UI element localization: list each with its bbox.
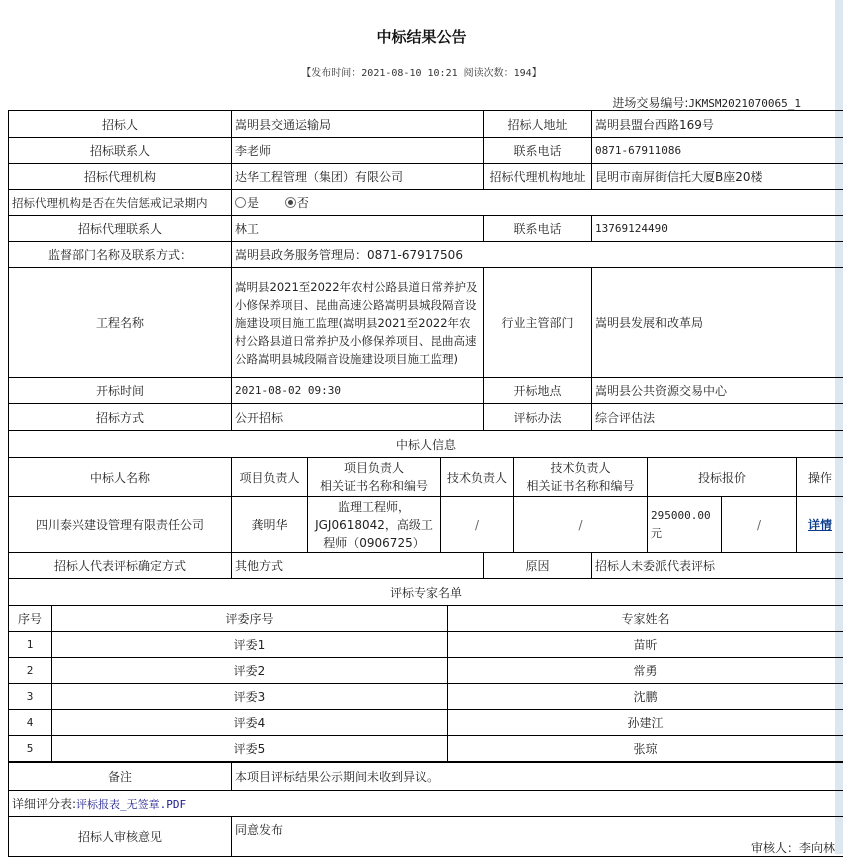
detail-score-row xyxy=(9,791,843,817)
experts-section-title: 评标专家名单 xyxy=(9,579,843,606)
open-place-label: 开标地点 xyxy=(484,378,592,404)
contact-label: 招标联系人 xyxy=(9,138,232,164)
dishonest-label: 招标代理机构是否在失信惩戒记录期内 xyxy=(9,190,232,216)
open-time-label: 开标时间 xyxy=(9,378,232,404)
supervisor-label: 监督部门名称及联系方式： xyxy=(9,242,232,268)
radio-no[interactable] xyxy=(285,197,296,208)
expert-name: 常勇 xyxy=(448,658,843,684)
expert-name: 苗昕 xyxy=(448,632,843,658)
winner-price: 295000.00元 xyxy=(648,497,722,553)
expert-no: 5 xyxy=(9,736,52,762)
winner-detail-cell xyxy=(797,497,843,553)
expert-seq: 评委2 xyxy=(52,658,448,684)
header-tech-cert-line2: 相关证书名称和编号 xyxy=(517,477,644,495)
header-pm-cert-line1: 项目负责人 xyxy=(311,459,437,477)
industry-dept-value: 嵩明县发展和改革局 xyxy=(592,268,843,378)
header-pm: 项目负责人 xyxy=(232,458,308,497)
header-tech-cert-line1: 技术负责人 xyxy=(517,459,644,477)
expert-seq: 评委4 xyxy=(52,710,448,736)
winner-price-extra: / xyxy=(722,497,797,553)
winner-section-title: 中标人信息 xyxy=(9,431,843,458)
dishonest-options xyxy=(232,190,843,216)
expert-name: 张琼 xyxy=(448,736,843,762)
supervisor-value: 嵩明县政务服务管理局：0871-67917506 xyxy=(232,242,843,268)
trade-code-value: JKMSM2021070065_1 xyxy=(688,97,801,110)
header-expert-name: 专家姓名 xyxy=(448,606,843,632)
header-winner-name: 中标人名称 xyxy=(9,458,232,497)
method-label: 招标方式 xyxy=(9,404,232,431)
contact-value: 李老师 xyxy=(232,138,484,164)
expert-seq: 评委1 xyxy=(52,632,448,658)
radio-yes[interactable] xyxy=(235,197,246,208)
rep-method-value: 其他方式 xyxy=(232,553,484,579)
phone2-value: 13769124490 xyxy=(592,216,843,242)
review-cell xyxy=(232,817,843,857)
reason-value: 招标人未委派代表评标 xyxy=(592,553,843,579)
header-op: 操作 xyxy=(797,458,843,497)
table-row xyxy=(9,684,843,710)
winner-pm: 龚明华 xyxy=(232,497,308,553)
rep-method-label: 招标人代表评标确定方式 xyxy=(9,553,232,579)
phone2-label: 联系电话 xyxy=(484,216,592,242)
header-pm-cert-line2: 相关证书名称和编号 xyxy=(311,477,437,495)
remark-value: 本项目评标结果公示期间未收到异议。 xyxy=(232,763,843,791)
header-tech-cert xyxy=(514,458,648,497)
winner-tech-cert: / xyxy=(514,497,648,553)
winner-pm-cert: 监理工程师，JGJ0618042，高级工程师（0906725） xyxy=(308,497,441,553)
winner-table xyxy=(8,457,843,553)
representative-table xyxy=(8,552,843,606)
industry-dept-label: 行业主管部门 xyxy=(484,268,592,378)
project-name-value: 嵩明县2021至2022年农村公路县道日常养护及小修保养项目、昆曲高速公路嵩明县城段隔音设施建设项目施工监理(嵩明县2021至2022年农村公路县道日常养护及小修保养项目、昆曲高速公路嵩明县城段隔音设施建设项目施工监理) xyxy=(232,268,484,378)
agency-label: 招标代理机构 xyxy=(9,164,232,190)
expert-name: 沈鹏 xyxy=(448,684,843,710)
header-pm-cert xyxy=(308,458,441,497)
expert-name: 孙建江 xyxy=(448,710,843,736)
project-name-label: 工程名称 xyxy=(9,268,232,378)
footer-table xyxy=(8,762,843,857)
agency-value: 达华工程管理（集团）有限公司 xyxy=(232,164,484,190)
open-time-value: 2021-08-02 09:30 xyxy=(232,378,484,404)
open-place-value: 嵩明县公共资源交易中心 xyxy=(592,378,843,404)
expert-no: 4 xyxy=(9,710,52,736)
winner-name: 四川泰兴建设管理有限责任公司 xyxy=(9,497,232,553)
radio-yes-label: 是 xyxy=(247,196,259,210)
reason-label: 原因 xyxy=(484,553,592,579)
tenderer-label: 招标人 xyxy=(9,111,232,138)
page-title: 中标结果公告 xyxy=(0,26,843,47)
auditor: 审核人：李向林 xyxy=(751,839,835,856)
expert-no: 2 xyxy=(9,658,52,684)
announcement-info-table xyxy=(8,110,843,458)
expert-no: 3 xyxy=(9,684,52,710)
review-value: 同意发布 xyxy=(235,823,283,837)
method-value: 公开招标 xyxy=(232,404,484,431)
experts-table xyxy=(8,605,843,762)
table-row xyxy=(9,658,843,684)
phone-label: 联系电话 xyxy=(484,138,592,164)
trade-code xyxy=(612,94,801,111)
table-row xyxy=(9,632,843,658)
header-seq: 评委序号 xyxy=(52,606,448,632)
remark-label: 备注 xyxy=(9,763,232,791)
detail-link[interactable]: 详情 xyxy=(808,518,832,532)
winner-tech: / xyxy=(441,497,514,553)
eval-method-label: 评标办法 xyxy=(484,404,592,431)
phone-value: 0871-67911086 xyxy=(592,138,843,164)
header-no: 序号 xyxy=(9,606,52,632)
table-row xyxy=(9,736,843,762)
agency-contact-label: 招标代理联系人 xyxy=(9,216,232,242)
agency-address-label: 招标代理机构地址 xyxy=(484,164,592,190)
expert-seq: 评委3 xyxy=(52,684,448,710)
agency-contact-value: 林工 xyxy=(232,216,484,242)
eval-method-value: 综合评估法 xyxy=(592,404,843,431)
trade-code-label: 进场交易编号: xyxy=(612,96,688,110)
expert-seq: 评委5 xyxy=(52,736,448,762)
detail-score-label: 详细评分表: xyxy=(12,797,76,811)
header-tech: 技术负责人 xyxy=(441,458,514,497)
review-label: 招标人审核意见 xyxy=(9,817,232,857)
table-row xyxy=(9,710,843,736)
agency-address-value: 昆明市南屏街信托大厦B座20楼 xyxy=(592,164,843,190)
expert-no: 1 xyxy=(9,632,52,658)
detail-score-link[interactable]: 评标报表_无签章.PDF xyxy=(76,798,186,811)
tenderer-address-value: 嵩明县盟台西路169号 xyxy=(592,111,843,138)
publish-info: 【发布时间：2021-08-10 10:21 阅读次数：194】 xyxy=(0,64,843,79)
tenderer-address-label: 招标人地址 xyxy=(484,111,592,138)
header-price: 投标报价 xyxy=(648,458,797,497)
tenderer-value: 嵩明县交通运输局 xyxy=(232,111,484,138)
radio-no-label: 否 xyxy=(297,196,309,210)
